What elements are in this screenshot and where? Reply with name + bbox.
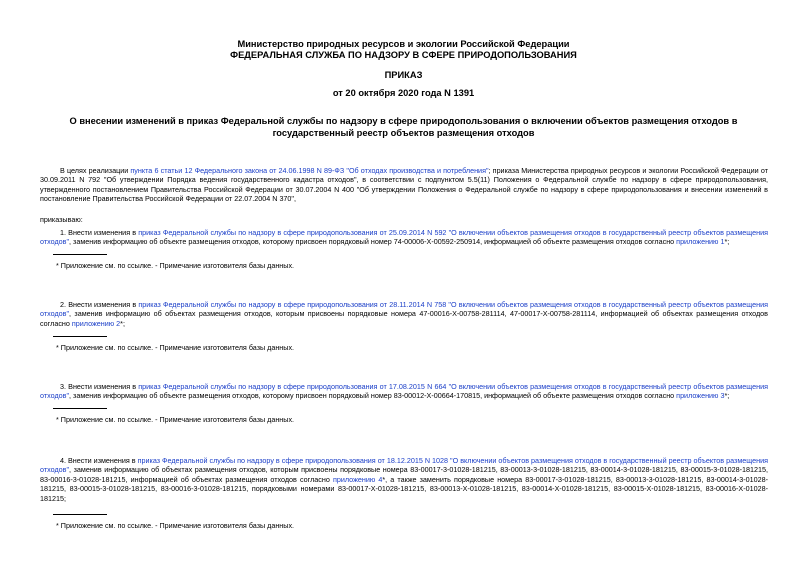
preamble-text-2: ; приказа Министерства природных ресурсов и экологии Российской Федерации от 30.09.2011 N 792 "Об утверждении Порядка ведения государственного кадастра отходов", в соответствии с подпунктом 5.5(11) Положения о Федеральной службе по надзору в сфере природопользования, утвержденного постановлением Правительства Российской Федерации от 30.07.2004 N 400 "Об утверждении Положения о Федеральной службе по надзору в сфере природопользования и внесении изменений в постановление Правительства Российской Федерации от 22.07.2004 N 370",: [40, 166, 768, 204]
service-name: ФЕДЕРАЛЬНАЯ СЛУЖБА ПО НАДЗОРУ В СФЕРЕ ПРИРОДОПОЛЬЗОВАНИЯ: [230, 50, 577, 60]
item-4-post: *, а также заменить порядковые номера 83-00017-3-01028-181215, 83-00013-3-01028-181215, 83-00014-3-01028-181215, 83-00015-3-01028-181215, 83-00016-3-01028-181215, порядковыми номерами 83-00017-Х-01028-181215, 83-00013-Х-01028-181215, 83-00014-Х-01028-181215, 83-00015-Х-01028-181215, 83-00016-Х-01028-181215;: [40, 474, 768, 503]
item-3-mid: , заменив информацию об объекте размещения отходов, которому присвоен порядковый номер 83-00012-Х-00664-170815, информацией об объекте размещения отходов согласно: [69, 391, 677, 401]
item-3-post: *;: [724, 391, 730, 401]
footnote-divider: [53, 408, 107, 409]
item-1-order-link[interactable]: приказ Федеральной службы по надзору в сфере природопользования от 25.09.2014 N 592 "О включении объектов размещения отходов в государственный реестр объектов размещения отходов": [40, 228, 768, 247]
preamble-paragraph: [40, 166, 768, 204]
order-item-4: [40, 456, 768, 503]
footnote-divider: [53, 336, 107, 337]
ministry-name: Министерство природных ресурсов и экологии Российской Федерации: [237, 39, 570, 49]
footnote-divider: [53, 514, 107, 515]
document-type: ПРИКАЗ: [384, 70, 423, 80]
preamble-text-1: В целях реализации: [60, 166, 131, 175]
item-1-post: *;: [724, 237, 730, 247]
order-item-3: [40, 382, 768, 401]
footnote-2: * Приложение см. по ссылке. - Примечание изготовителя базы данных.: [56, 343, 295, 352]
item-1-appendix-link[interactable]: приложению 1: [676, 237, 725, 247]
item-2-order-link[interactable]: приказ Федеральной службы по надзору в сфере природопользования от 28.11.2014 N 758 "О включении объектов размещения отходов в государственный реестр объектов размещения отходов": [40, 300, 769, 319]
item-4-appendix-link[interactable]: приложению 4: [332, 474, 383, 484]
footnote-1: * Приложение см. по ссылке. - Примечание изготовителя базы данных.: [56, 261, 295, 270]
item-4-mid: , заменив информацию об объектах размещения отходов, которым присвоены порядковые номера 83-00017-3-01028-181215, 83-00013-3-01028-181215, 83-00014-3-01028-181215, 83-00015-3-01028-181215, 83-00016-3-01028-181215, информацией об объектах размещения отходов согласно: [40, 465, 768, 484]
item-2-pre: 2. Внести изменения в: [60, 300, 139, 309]
item-1-pre: 1. Внести изменения в: [60, 228, 139, 237]
item-3-appendix-link[interactable]: приложению 3: [676, 391, 725, 401]
item-4-pre: 4. Внести изменения в: [60, 456, 138, 465]
law-link[interactable]: пункта 6 статьи 12 Федерального закона от 24.06.1998 N 89-ФЗ "Об отходах производства и потребления": [130, 166, 489, 175]
item-3-pre: 3. Внести изменения в: [60, 382, 139, 391]
item-1-mid: , заменив информацию об объекте размещения отходов, которому присвоен порядковый номер 74-00006-Х-00592-250914, информацией об объекте размещения отходов согласно: [69, 237, 677, 247]
footnote-divider: [53, 254, 107, 255]
item-2-post: *;: [120, 318, 125, 328]
orders-word: приказываю:: [40, 215, 83, 224]
item-4-order-link[interactable]: приказ Федеральной службы по надзору в сфере природопользования от 18.12.2015 N 1028 "О включении объектов размещения отходов в государственный реестр объектов размещения отходов": [40, 456, 768, 475]
order-item-1: [40, 228, 768, 247]
item-2-mid: , заменив информацию об объектах размещения отходов, которым присвоены порядковые номера 47-00016-Х-00758-281114, 47-00017-Х-00758-281114, информацией об объектах размещения отходов согласно: [40, 309, 768, 328]
footnote-4: * Приложение см. по ссылке. - Примечание изготовителя базы данных.: [56, 521, 295, 530]
document-date-number: от 20 октября 2020 года N 1391: [332, 88, 475, 98]
document-title: О внесении изменений в приказ Федеральной службы по надзору в сфере природопользования о включении объектов размещения отходов в государственный реестр объектов размещения отходов: [69, 116, 738, 138]
item-3-order-link[interactable]: приказ Федеральной службы по надзору в сфере природопользования от 17.08.2015 N 664 "О включении объектов размещения отходов в государственный реестр объектов размещения отходов": [40, 382, 768, 401]
footnote-3: * Приложение см. по ссылке. - Примечание изготовителя базы данных.: [56, 415, 295, 424]
order-item-2: [40, 300, 768, 328]
item-2-appendix-link[interactable]: приложению 2: [71, 318, 121, 328]
